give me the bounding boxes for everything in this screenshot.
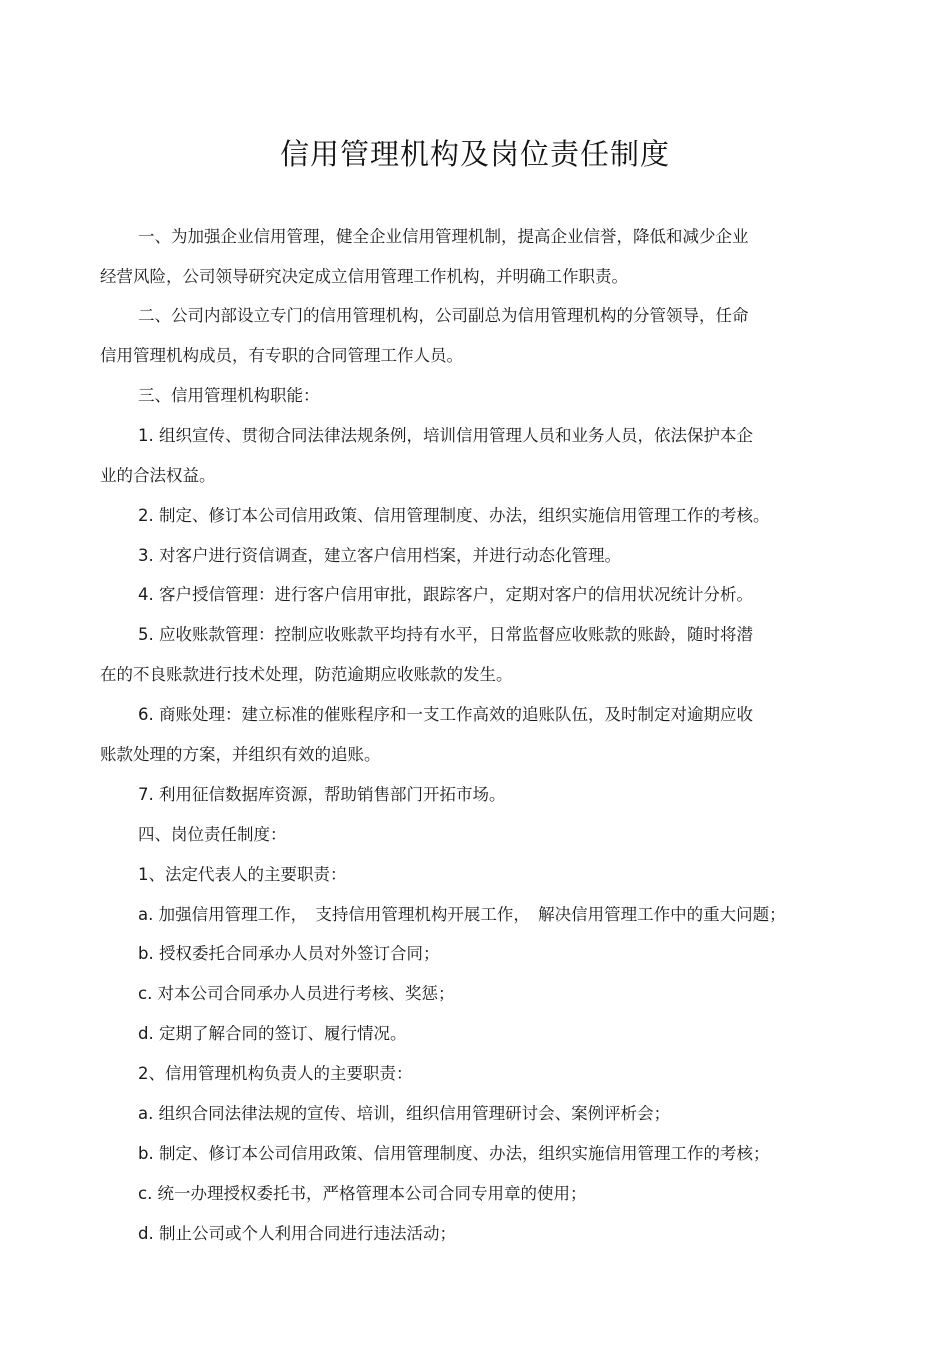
subsection-heading: 2、信用管理机构负责人的主要职责： [138, 1064, 413, 1083]
list-item-line: 6. 商账处理：建立标准的催账程序和一支工作高效的追账队伍，及时制定对逾期应收 [138, 705, 753, 724]
section-heading: 三、信用管理机构职能： [138, 386, 320, 405]
list-item-line: a. 组织合同法律法规的宣传、培训，组织信用管理研讨会、案例评析会； [138, 1104, 671, 1123]
list-item-line: b. 授权委托合同承办人员对外签订合同； [138, 944, 440, 963]
list-item-line: b. 制定、修订本公司信用政策、信用管理制度、办法，组织实施信用管理工作的考核； [138, 1144, 770, 1163]
list-item-line: d. 定期了解合同的签订、履行情况。 [138, 1024, 407, 1043]
list-item-line: 5. 应收账款管理：控制应收账款平均持有水平，日常监督应收账款的账龄，随时将潜 [138, 625, 753, 644]
section-heading: 四、岗位责任制度： [138, 825, 287, 844]
list-item-line: 业的合法权益。 [100, 466, 216, 485]
list-item-line: 账款处理的方案，并组织有效的追账。 [100, 745, 381, 764]
list-item-line: 2. 制定、修订本公司信用政策、信用管理制度、办法，组织实施信用管理工作的考核。 [138, 506, 770, 525]
list-item-line: 1. 组织宣传、贯彻合同法律法规条例，培训信用管理人员和业务人员，依法保护本企 [138, 426, 753, 445]
paragraph-line: 一、为加强企业信用管理，健全企业信用管理机制，提高企业信誉，降低和减少企业 [138, 227, 749, 246]
subsection-heading: 1、法定代表人的主要职责： [138, 865, 347, 884]
list-item-line: a. 加强信用管理工作， 支持信用管理机构开展工作， 解决信用管理工作中的重大问题； [138, 905, 786, 924]
list-item-line: c. 统一办理授权委托书，严格管理本公司合同专用章的使用； [138, 1184, 587, 1203]
paragraph-line: 二、公司内部设立专门的信用管理机构，公司副总为信用管理机构的分管领导，任命 [138, 306, 749, 325]
paragraph-line: 信用管理机构成员，有专职的合同管理工作人员。 [100, 346, 463, 365]
list-item-line: d. 制止公司或个人利用合同进行违法活动； [138, 1224, 456, 1243]
document-title: 信用管理机构及岗位责任制度 [279, 137, 670, 171]
list-item-line: c. 对本公司合同承办人员进行考核、奖惩； [138, 984, 455, 1003]
paragraph-line: 经营风险，公司领导研究决定成立信用管理工作机构，并明确工作职责。 [100, 267, 628, 286]
list-item-line: 3. 对客户进行资信调查，建立客户信用档案，并进行动态化管理。 [138, 546, 621, 565]
list-item-line: 4. 客户授信管理：进行客户信用审批，跟踪客户，定期对客户的信用状况统计分析。 [138, 585, 753, 604]
list-item-line: 7. 利用征信数据库资源，帮助销售部门开拓市场。 [138, 785, 506, 804]
list-item-line: 在的不良账款进行技术处理，防范逾期应收账款的发生。 [100, 665, 513, 684]
